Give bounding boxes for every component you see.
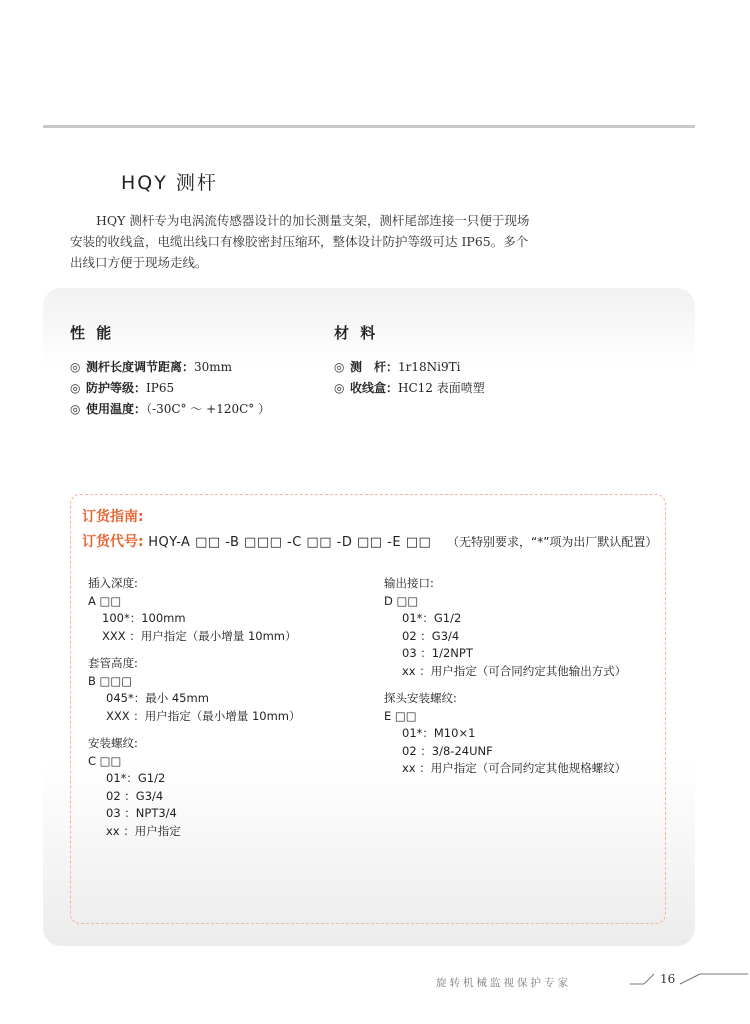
intro-paragraph: HQY 测杆专为电涡流传感器设计的加长测量支架，测杆尾部连接一只便于现场安装的收线盒，电缆出线口有橡胶密封压缩环，整体设计防护等级可达 IP65。多个出线口方便于现场走线。 [70,213,530,270]
option-item: 01*：G1/2 [106,771,166,785]
option-group-mounting-thread [88,735,300,840]
option-item: xx ：用户指定 [106,823,181,838]
spec-label: 测杆长度调节距离： [86,360,195,374]
option-group-title: 输出接口: [384,576,434,590]
spec-label: 收线盒： [350,381,399,395]
spec-label: 防护等级： [86,381,147,395]
option-group-code: C □□ [88,753,122,768]
option-item: xx ：用户指定（可合同约定其他规格螺纹） [402,761,627,775]
option-group-code: B □□□ [88,673,133,688]
bullet-icon: ◎ [70,381,81,395]
option-group-title: 插入深度: [88,576,138,590]
footer-decoration [630,970,750,994]
spec-value: （-30C° ～ +120C° ） [146,402,271,416]
option-group-output-port [384,575,626,680]
performance-heading: 性 能 [70,324,115,342]
performance-item [70,378,270,399]
order-options-left [88,575,300,850]
option-list [88,690,300,725]
spec-label: 使用温度： [86,402,147,416]
order-options-right [384,575,626,788]
option-group-insertion-depth [88,575,300,645]
materials-heading: 材 料 [334,324,379,342]
option-group-sleeve-height [88,655,300,725]
option-group-code: D □□ [384,593,419,608]
footer-tagline: 旋转机械监视保护专家 [436,977,571,989]
performance-list [70,357,270,420]
order-note: （无特别要求，“*”项为出厂默认配置） [447,535,658,549]
option-group-title: 套管高度: [88,656,138,670]
bullet-icon: ◎ [70,402,81,416]
performance-item [70,357,270,378]
materials-list [334,357,485,399]
option-group-title: 探头安装螺纹: [384,691,457,705]
option-list [384,725,626,778]
option-item: 02 ：G3/4 [402,628,460,643]
page-number: 16 [660,972,676,986]
option-item: 03 ：NPT3/4 [106,806,177,820]
bullet-icon: ◎ [334,360,345,374]
performance-item [70,399,270,420]
bullet-icon: ◎ [334,381,345,395]
option-item: 02 ：3/8-24UNF [402,743,493,758]
option-group-code: A □□ [88,593,122,608]
option-item: 01*：G1/2 [402,611,462,625]
option-list [88,610,300,645]
material-item [334,357,485,378]
bullet-icon: ◎ [70,360,81,374]
ordering-guide-heading: 订货指南: [82,509,144,525]
option-group-code: E □□ [384,708,417,723]
order-code-label: 订货代号: [82,534,144,550]
option-list [384,610,626,680]
spec-value: IP65 [146,381,175,395]
order-code: HQY-A □□ -B □□□ -C □□ -D □□ -E □□ [143,535,432,550]
order-code-line [82,531,431,551]
spec-value: 30mm [194,360,233,374]
spec-label: 测 杆： [350,360,399,374]
spec-value: 1r18Ni9Ti [398,360,461,374]
material-item [334,378,485,399]
option-item: xx ：用户指定（可合同约定其他输出方式） [402,663,627,678]
option-group-probe-thread [384,690,626,778]
option-item: 01*：M10×1 [402,726,476,740]
option-item: 02 ：G3/4 [106,788,164,803]
option-list [88,770,300,840]
option-item: 03 ：1/2NPT [402,646,473,660]
option-item: XXX ：用户指定（最小增量 10mm） [102,628,297,643]
header-divider [43,125,695,128]
spec-value: HC12 表面喷塑 [398,381,485,395]
option-item: 045*：最小 45mm [106,691,209,705]
option-item: XXX ：用户指定（最小增量 10mm） [106,708,301,723]
option-group-title: 安装螺纹: [88,736,138,750]
option-item: 100*：100mm [102,611,186,625]
page-title: HQY 测杆 [121,172,218,194]
